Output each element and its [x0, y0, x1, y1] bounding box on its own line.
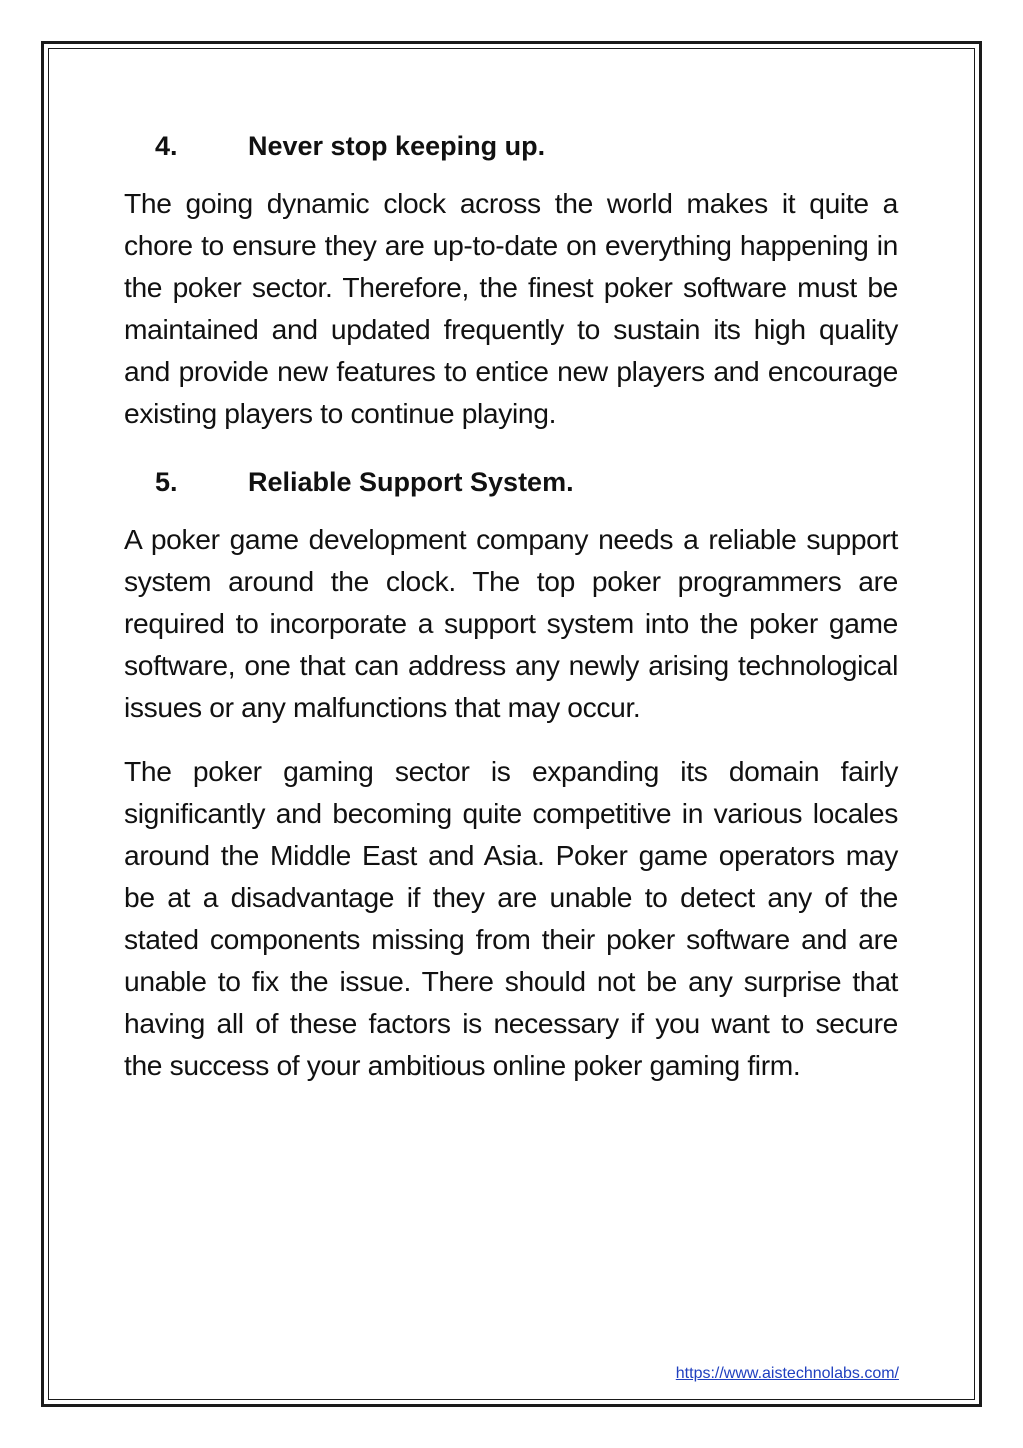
page-content — [124, 124, 898, 1108]
section-5-paragraph-1: A poker game development company needs a reliable support system around the clock. The top poker programmers are required to incorporate a support system into the poker game software, one that can address any newly arising technological issues or any malfunctions that may occur. — [124, 523, 898, 723]
section-title: Reliable Support System. — [248, 467, 574, 497]
section-title: Never stop keeping up. — [248, 131, 546, 161]
section-5-paragraph-2: The poker gaming sector is expanding its domain fairly significantly and becoming quite competitive in various locales around the Middle East and Asia. Poker game operators may be at a disadvantage if they are unable to detect any of the stated components missing from their poker software and are unable to fix the issue. There should not be any surprise that having all of these factors is necessary if you want to secure the success of your ambitious online poker gaming firm. — [124, 755, 898, 1081]
section-heading-4 — [124, 124, 898, 168]
section-number: 5. — [155, 467, 178, 497]
footer-website-link[interactable]: https://www.aistechnolabs.com/ — [675, 1365, 899, 1382]
section-4-paragraph-1: The going dynamic clock across the world makes it quite a chore to ensure they are up-to-date on everything happening in the poker sector. Therefore, the finest poker software must be maintained and updated frequently to sustain its high quality and provide new features to entice new players and encourage existing players to continue playing. — [124, 187, 898, 429]
section-number: 4. — [155, 131, 178, 161]
section-heading-5 — [124, 460, 898, 504]
